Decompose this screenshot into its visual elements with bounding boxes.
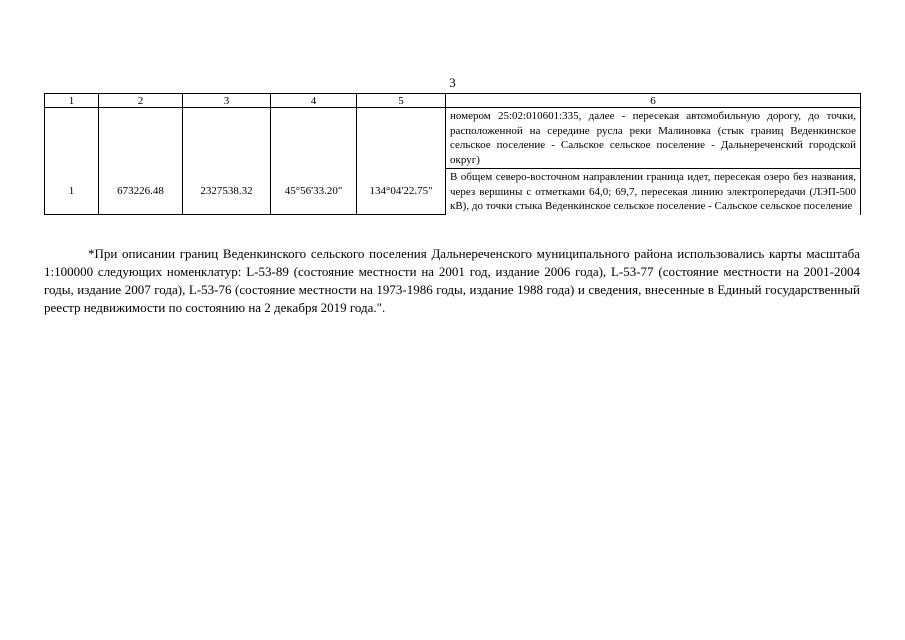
continuation-description: номером 25:02:010601:335, далее - пересекая автомобильную дорогу, до точки, расположенной на середине русла реки Малиновка (стык границ Веденкинское сельское поселение - Сальское сельское поселение - Дальнереченский городской округ) bbox=[446, 108, 861, 169]
header-col-1: 1 bbox=[45, 94, 99, 108]
longitude: 134°04'22.75" bbox=[357, 169, 446, 215]
point-number: 1 bbox=[45, 169, 99, 215]
coord-x: 673226.48 bbox=[99, 169, 183, 215]
header-col-6: 6 bbox=[446, 94, 861, 108]
header-col-3: 3 bbox=[183, 94, 271, 108]
empty-cell bbox=[99, 108, 183, 169]
latitude: 45°56'33.20" bbox=[271, 169, 357, 215]
page-number: 3 bbox=[449, 75, 456, 90]
header-col-4: 4 bbox=[271, 94, 357, 108]
header-col-5: 5 bbox=[357, 94, 446, 108]
point-description: В общем северо-восточном направлении граница идет, пересекая озеро без названия, через вершины с отметками 64,0; 69,7, пересекая линию электропередачи (ЛЭП-500 кВ), до точки стыка Веденкинское сельское поселение - Сальское сельское поселение bbox=[446, 169, 861, 215]
empty-cell bbox=[45, 108, 99, 169]
table-header-row bbox=[45, 94, 861, 108]
boundary-table bbox=[44, 93, 861, 215]
header-col-2: 2 bbox=[99, 94, 183, 108]
footnote: *При описании границ Веденкинского сельского поселения Дальнереченского муниципального района использовались карты масштаба 1:100000 следующих номенклатур: L-53-89 (состояние местности на 2001 год, издание 2006 года), L-53-77 (состояние местности на 2001-2004 годы, издание 2007 года), L-53-76 (состояние местности на 1973-1986 годы, издание 1988 года) и сведения, внесенные в Единый государственный реестр недвижимости по состоянию на 2 декабря 2019 года.". bbox=[44, 246, 860, 315]
empty-cell bbox=[271, 108, 357, 169]
empty-cell bbox=[357, 108, 446, 169]
coord-y: 2327538.32 bbox=[183, 169, 271, 215]
table-row-continuation bbox=[45, 108, 861, 169]
empty-cell bbox=[183, 108, 271, 169]
